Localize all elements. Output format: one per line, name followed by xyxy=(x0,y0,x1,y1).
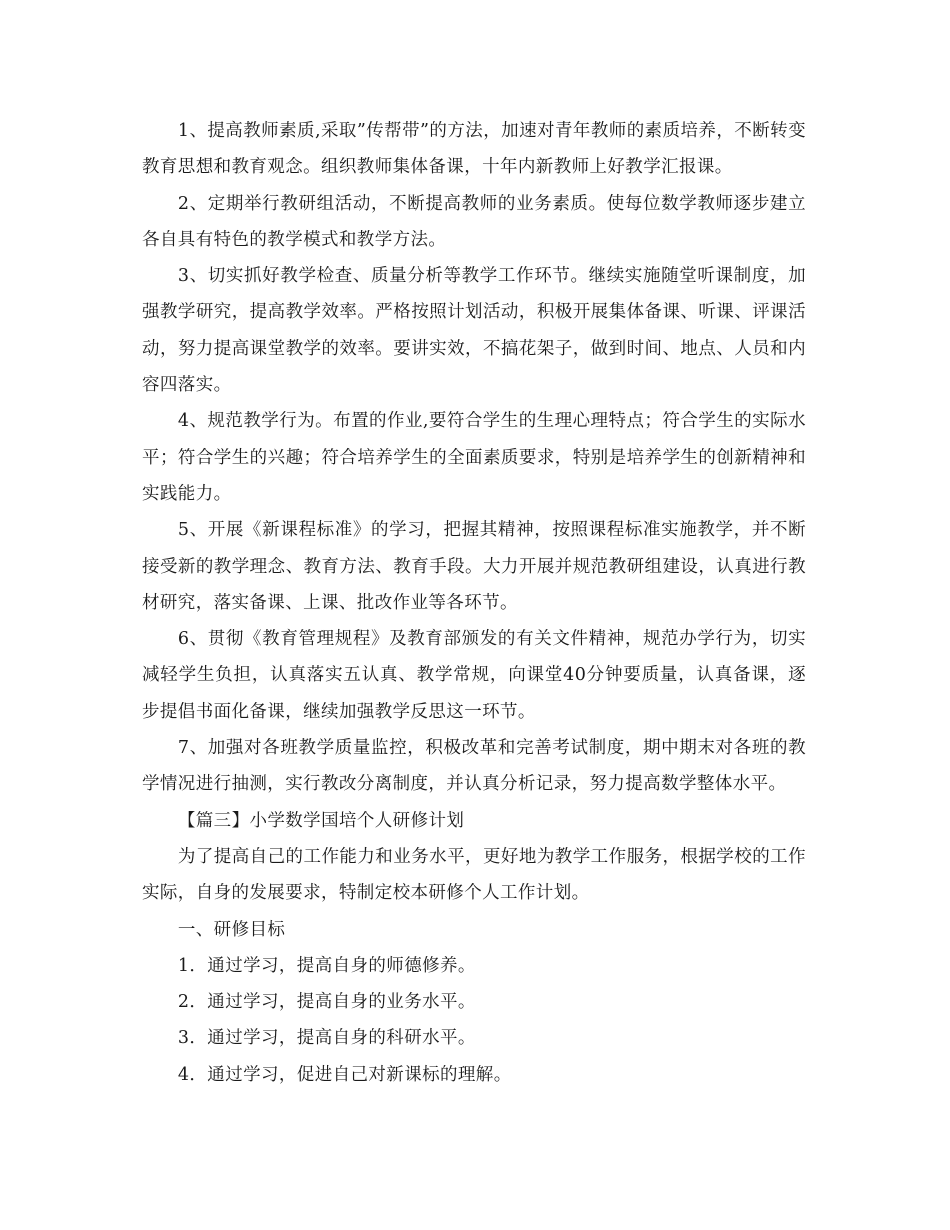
paragraph-item-1: 1、提高教师素质,采取”传帮带”的方法，加速对青年教师的素质培养，不断转变教育思想和教育观念。组织教师集体备课，十年内新教师上好教学汇报课。 xyxy=(142,121,806,178)
paragraph-item-4: 4、规范教学行为。布置的作业,要符合学生的生理心理特点；符合学生的实际水平；符合学生的兴趣；符合培养学生的全面素质要求，特别是培养学生的创新精神和实践能力。 xyxy=(142,411,806,504)
paragraph-item-6: 6、贯彻《教育管理规程》及教育部颁发的有关文件精神，规范办学行为，切实减轻学生负担，认真落实五认真、教学常规，向课堂40分钟要质量，认真备课，逐步提倡书面化备课，继续加强教学反思这一环节。 xyxy=(142,629,806,722)
document-body xyxy=(142,113,806,1093)
goal-item-1: 1．通过学习，提高自身的师德修养。 xyxy=(177,955,476,976)
goal-item-4: 4．通过学习，促进自己对新课标的理解。 xyxy=(177,1064,512,1085)
paragraph-item-7: 7、加强对各班教学质量监控，积极改革和完善考试制度，期中期末对各班的教学情况进行抽测，实行教改分离制度，并认真分析记录，努力提高数学整体水平。 xyxy=(142,738,806,795)
subsection-heading: 一、研修目标 xyxy=(177,919,286,940)
paragraph-item-2: 2、定期举行教研组活动，不断提高教师的业务素质。使每位数学教师逐步建立各自具有特色的教学模式和教学方法。 xyxy=(142,193,806,250)
section-heading: 【篇三】小学数学国培个人研修计划 xyxy=(177,810,465,831)
paragraph-item-5: 5、开展《新课程标准》的学习，把握其精神，按照课程标准实施教学，并不断接受新的教学理念、教育方法、教育手段。大力开展并规范教研组建设，认真进行教材研究，落实备课、上课、批改作业等各环节。 xyxy=(142,520,806,613)
paragraph-item-3: 3、切实抓好教学检查、质量分析等教学工作环节。继续实施随堂听课制度，加强教学研究，提高教学效率。严格按照计划活动，积极开展集体备课、听课、评课活动，努力提高课堂教学的效率。要讲实效，不搞花架子，做到时间、地点、人员和内容四落实。 xyxy=(142,266,806,396)
intro-paragraph: 为了提高自己的工作能力和业务水平，更好地为教学工作服务，根据学校的工作实际，自身的发展要求，特制定校本研修个人工作计划。 xyxy=(142,846,806,904)
goal-item-2: 2．通过学习，提高自身的业务水平。 xyxy=(177,992,476,1013)
goal-item-3: 3．通过学习，提高自身的科研水平。 xyxy=(177,1028,476,1049)
